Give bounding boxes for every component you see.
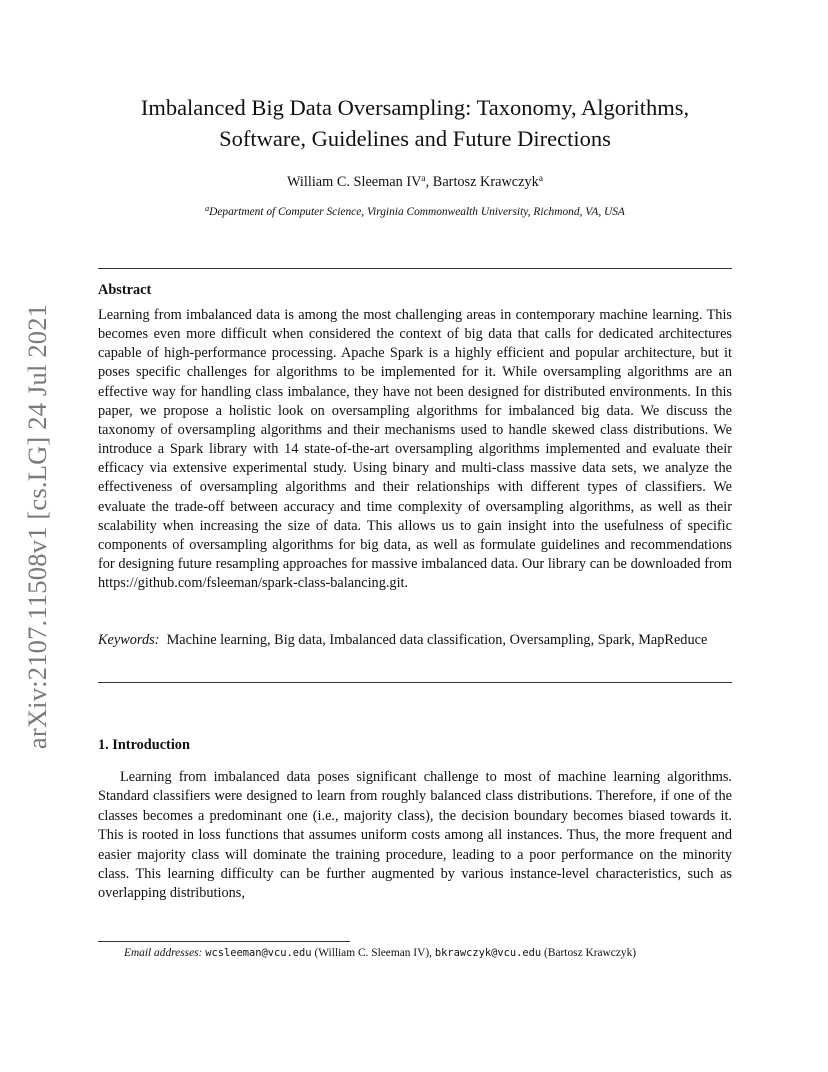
email-owner: (William C. Sleeman IV)	[314, 947, 430, 959]
author-list	[98, 173, 732, 191]
email-owner: (Bartosz Krawczyk)	[544, 947, 637, 959]
title-line-1: Imbalanced Big Data Oversampling: Taxonomy, Algorithms,	[140, 95, 690, 120]
footnote-separator: ,	[429, 947, 435, 959]
affiliation-text: Department of Computer Science, Virginia Commonwealth University, Richmond, VA, USA	[209, 206, 625, 218]
author-affiliation	[98, 205, 732, 220]
introduction-paragraph: Learning from imbalanced data poses significant challenge to most of machine learning algorithms. Standard classifiers were designed to learn from roughly balanced class distributions. Therefore, if one of the classes becomes a predominant one (i.e., majority class), the decision boundary becomes biased towards it. This is rooted in loss functions that assumes uniform costs among all instances. Thus, the more frequent and easier majority class will dominate the training procedure, leading to a poor performance on the minority class. This learning difficulty can be further augmented by various instance-level characteristics, such as overlapping distributions,	[98, 769, 732, 902]
footnote-label: Email addresses:	[124, 947, 203, 959]
title-line-2: Software, Guidelines and Future Directions	[219, 126, 611, 151]
email-address: bkrawczyk@vcu.edu	[434, 947, 542, 959]
email-footnote	[98, 946, 732, 962]
abstract-top-rule	[98, 268, 732, 269]
abstract-text: Learning from imbalanced data is among the most challenging areas in contemporary machine learning. This becomes even more difficult when considered the context of big data that calls for dedicated architectures capable of high-performance processing. Apache Spark is a highly efficient and popular architecture, but it poses specific challenges for algorithms to be implemented for it. While oversampling algorithms are an effective way for handling class imbalance, they have not been designed for distributed environments. In this paper, we propose a holistic look on oversampling algorithms for imbalanced big data. We discuss the taxonomy of oversampling algorithms and their mechanisms used to handle skewed class distributions. We introduce a Spark library with 14 state-of-the-art oversampling algorithms implemented and evaluate their efficacy via extensive experimental study. Using binary and multi-class massive data sets, we analyze the effectiveness of oversampling algorithms and their relationships with different types of classifiers. We evaluate the trade-off between accuracy and time complexity of oversampling algorithms, as well as their scalability when increasing the size of data. This allows us to gain insight into the usefulness of specific components of oversampling algorithms for big data, as well as formulate guidelines and recommendations for designing future resampling approaches for massive imbalanced data. Our library can be downloaded from https://github.com/fsleeman/spark-class-balancing.git.	[98, 307, 732, 592]
footnote-rule	[98, 941, 350, 942]
paper-title	[98, 92, 732, 154]
author-affiliation-mark: a	[421, 174, 426, 184]
author-separator: ,	[425, 174, 433, 190]
email-address: wcsleeman@vcu.edu	[205, 947, 312, 959]
abstract-bottom-rule	[98, 682, 732, 683]
section-heading-introduction: 1. Introduction	[98, 737, 190, 753]
arxiv-identifier: arXiv:2107.11508v1 [cs.LG] 24 Jul 2021	[22, 303, 53, 749]
author-name: William C. Sleeman IV	[286, 174, 422, 190]
arxiv-identifier-stamp	[20, 296, 56, 756]
author-name: Bartosz Krawczyk	[432, 174, 539, 190]
keywords-label: Keywords:	[98, 632, 160, 648]
keywords-text: Machine learning, Big data, Imbalanced data classification, Oversampling, Spark, MapReduce	[166, 632, 708, 648]
author-affiliation-mark: a	[538, 174, 544, 184]
keywords	[98, 631, 732, 650]
affiliation-mark: a	[205, 204, 210, 213]
abstract-heading: Abstract	[98, 282, 152, 298]
